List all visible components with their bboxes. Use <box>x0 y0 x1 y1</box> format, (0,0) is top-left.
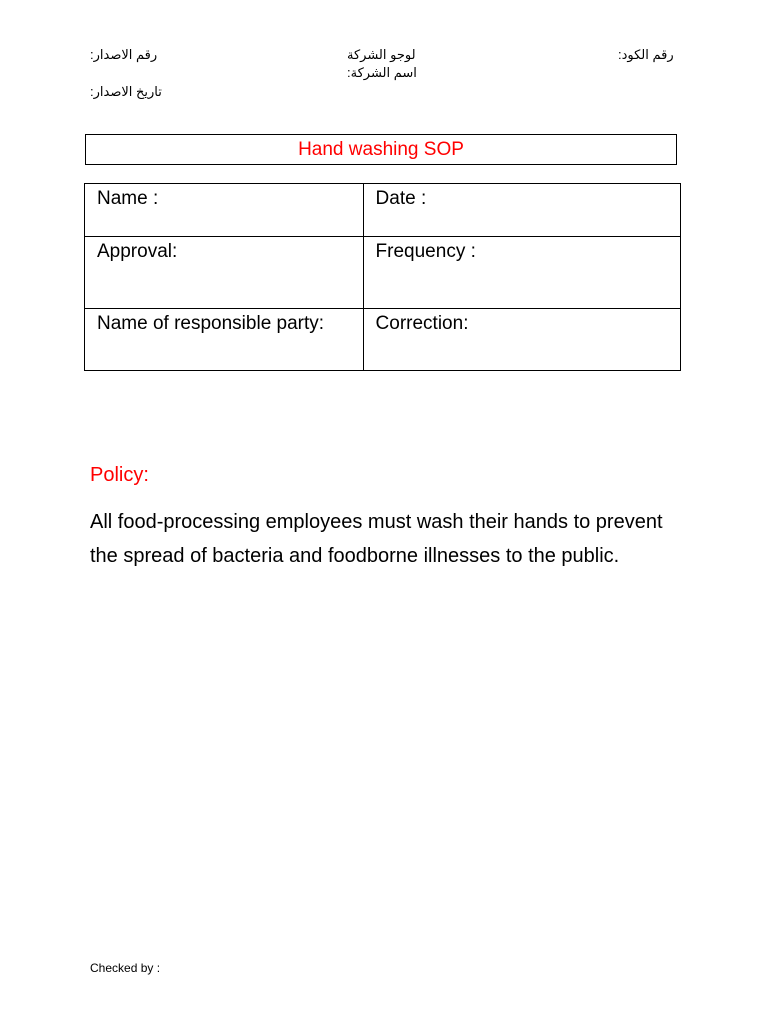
issue-date-label: تاريخ الاصدار: <box>90 84 162 99</box>
company-logo-label: لوجو الشركة <box>347 47 416 62</box>
info-table <box>84 183 681 371</box>
approval-field: Approval: <box>85 237 364 309</box>
date-field: Date : <box>363 184 680 237</box>
company-name-label: اسم الشركة: <box>347 65 417 80</box>
table-row <box>85 309 681 371</box>
table-row <box>85 184 681 237</box>
checked-by-label: Checked by : <box>90 961 161 975</box>
code-number-label: رقم الكود: <box>618 47 674 62</box>
correction-field: Correction: <box>363 309 680 371</box>
frequency-field: Frequency : <box>363 237 680 309</box>
issue-number-label: رقم الاصدار: <box>90 47 158 62</box>
policy-text: All food-processing employees must wash their hands to prevent the spread of bacteria and foodborne illnesses to the public. <box>90 511 663 567</box>
responsible-party-field: Name of responsible party: <box>85 309 364 371</box>
document-title: Hand washing SOP <box>85 134 677 165</box>
name-field: Name : <box>85 184 364 237</box>
policy-heading: Policy: <box>90 464 149 486</box>
table-row <box>85 237 681 309</box>
